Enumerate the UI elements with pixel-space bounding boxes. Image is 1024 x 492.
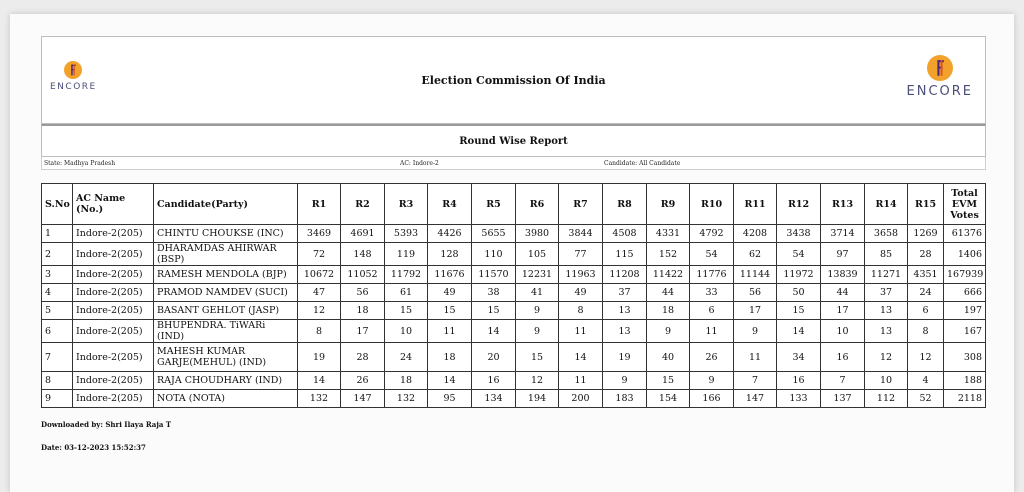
table-cell: 3980	[516, 225, 559, 243]
table-cell: 200	[559, 390, 603, 408]
table-cell: 34	[777, 343, 821, 372]
table-cell: 12	[908, 343, 944, 372]
table-cell: 1406	[944, 243, 986, 266]
table-cell: 56	[734, 284, 777, 302]
table-cell: 11792	[385, 266, 428, 284]
table-cell: 11676	[428, 266, 472, 284]
table-cell: CHINTU CHOUKSE (INC)	[154, 225, 298, 243]
table-cell: 13	[603, 320, 647, 343]
table-cell: 97	[821, 243, 865, 266]
report-title: Round Wise Report	[459, 136, 568, 147]
table-cell: 6	[690, 302, 734, 320]
table-cell: 28	[908, 243, 944, 266]
table-cell: 112	[865, 390, 908, 408]
table-cell: 16	[821, 343, 865, 372]
table-cell: 15	[428, 302, 472, 320]
table-row	[42, 302, 986, 320]
table-cell: 13	[865, 302, 908, 320]
table-cell: 119	[385, 243, 428, 266]
table-cell: 44	[821, 284, 865, 302]
column-header: R3	[385, 184, 428, 225]
table-cell: 9	[516, 302, 559, 320]
table-cell: 18	[428, 343, 472, 372]
table-cell: 4691	[341, 225, 385, 243]
table-cell: 134	[472, 390, 516, 408]
table-cell: 11	[690, 320, 734, 343]
report-filters	[41, 157, 986, 170]
column-header: R12	[777, 184, 821, 225]
table-cell: 8	[42, 372, 73, 390]
table-row	[42, 372, 986, 390]
column-header: R13	[821, 184, 865, 225]
table-cell: 26	[690, 343, 734, 372]
table-cell: 52	[908, 390, 944, 408]
table-cell: 12	[865, 343, 908, 372]
table-cell: 137	[821, 390, 865, 408]
table-cell: 110	[472, 243, 516, 266]
table-cell: 11	[734, 343, 777, 372]
table-cell: 9	[690, 372, 734, 390]
column-header: R14	[865, 184, 908, 225]
table-row	[42, 284, 986, 302]
table-cell: 2118	[944, 390, 986, 408]
table-cell: 9	[516, 320, 559, 343]
table-cell: 19	[603, 343, 647, 372]
table-cell: 167	[944, 320, 986, 343]
table-cell: 26	[341, 372, 385, 390]
table-cell: 12	[298, 302, 341, 320]
column-header: R9	[647, 184, 690, 225]
table-cell: 49	[559, 284, 603, 302]
table-cell: 11	[559, 372, 603, 390]
table-cell: 4331	[647, 225, 690, 243]
table-cell: 13839	[821, 266, 865, 284]
column-header: AC Name (No.)	[73, 184, 154, 225]
table-cell: 11052	[341, 266, 385, 284]
table-cell: 17	[734, 302, 777, 320]
table-cell: Indore-2(205)	[73, 320, 154, 343]
table-cell: RAJA CHOUDHARY (IND)	[154, 372, 298, 390]
table-cell: 18	[385, 372, 428, 390]
table-cell: 12231	[516, 266, 559, 284]
table-cell: 147	[734, 390, 777, 408]
table-cell: 11208	[603, 266, 647, 284]
table-cell: 15	[647, 372, 690, 390]
state-filter: State: Madhya Pradesh	[44, 160, 116, 167]
column-header: R1	[298, 184, 341, 225]
encore-logo-text: ENCORE	[906, 84, 973, 99]
table-cell: 56	[341, 284, 385, 302]
table-cell: 17	[821, 302, 865, 320]
candidate-filter: Candidate: All Candidate	[604, 160, 681, 167]
table-row	[42, 343, 986, 372]
table-cell: 12	[516, 372, 559, 390]
table-cell: Indore-2(205)	[73, 266, 154, 284]
table-cell: 11570	[472, 266, 516, 284]
table-cell: 666	[944, 284, 986, 302]
table-cell: 13	[865, 320, 908, 343]
table-cell: 5655	[472, 225, 516, 243]
table-cell: 11972	[777, 266, 821, 284]
table-cell: 41	[516, 284, 559, 302]
table-cell: 1	[42, 225, 73, 243]
table-cell: 11	[559, 320, 603, 343]
table-cell: 49	[428, 284, 472, 302]
table-cell: 11776	[690, 266, 734, 284]
table-cell: 11422	[647, 266, 690, 284]
download-date: Date: 03-12-2023 15:52:37	[41, 443, 146, 452]
table-cell: 2	[42, 243, 73, 266]
table-cell: 6	[42, 320, 73, 343]
table-cell: BHUPENDRA. TiWARi (IND)	[154, 320, 298, 343]
table-cell: 128	[428, 243, 472, 266]
table-cell: 4	[42, 284, 73, 302]
table-cell: 194	[516, 390, 559, 408]
table-cell: 132	[298, 390, 341, 408]
column-header: R2	[341, 184, 385, 225]
table-cell: 11963	[559, 266, 603, 284]
table-cell: 8	[559, 302, 603, 320]
report-header	[41, 36, 986, 124]
encore-logo-text: ENCORE	[50, 82, 97, 92]
ac-filter: AC: Indore-2	[400, 160, 439, 167]
table-cell: Indore-2(205)	[73, 302, 154, 320]
table-cell: 54	[777, 243, 821, 266]
column-header: Total EVM Votes	[944, 184, 986, 225]
table-cell: 14	[559, 343, 603, 372]
table-row	[42, 320, 986, 343]
table-cell: 19	[298, 343, 341, 372]
table-cell: 10	[865, 372, 908, 390]
table-cell: 8	[908, 320, 944, 343]
table-cell: 10672	[298, 266, 341, 284]
table-cell: 105	[516, 243, 559, 266]
table-cell: 14	[428, 372, 472, 390]
table-cell: 8	[298, 320, 341, 343]
table-cell: 133	[777, 390, 821, 408]
table-cell: 47	[298, 284, 341, 302]
table-cell: 16	[777, 372, 821, 390]
table-cell: 11144	[734, 266, 777, 284]
table-cell: 14	[777, 320, 821, 343]
table-cell: 5393	[385, 225, 428, 243]
column-header: R7	[559, 184, 603, 225]
table-cell: 9	[603, 372, 647, 390]
table-cell: 7	[821, 372, 865, 390]
column-header: R10	[690, 184, 734, 225]
table-cell: 115	[603, 243, 647, 266]
table-cell: 197	[944, 302, 986, 320]
table-cell: 147	[341, 390, 385, 408]
downloaded-by: Downloaded by: Shri Ilaya Raja T	[41, 420, 172, 429]
table-cell: RAMESH MENDOLA (BJP)	[154, 266, 298, 284]
table-cell: 4	[908, 372, 944, 390]
table-cell: 24	[908, 284, 944, 302]
column-header: S.No	[42, 184, 73, 225]
table-cell: Indore-2(205)	[73, 225, 154, 243]
table-cell: 152	[647, 243, 690, 266]
table-cell: 13	[603, 302, 647, 320]
table-cell: 10	[821, 320, 865, 343]
table-cell: 95	[428, 390, 472, 408]
table-cell: 3658	[865, 225, 908, 243]
table-cell: Indore-2(205)	[73, 390, 154, 408]
table-cell: 183	[603, 390, 647, 408]
round-wise-table	[41, 183, 986, 408]
table-cell: Indore-2(205)	[73, 372, 154, 390]
table-row	[42, 266, 986, 284]
table-cell: 61376	[944, 225, 986, 243]
table-cell: 4426	[428, 225, 472, 243]
table-cell: 154	[647, 390, 690, 408]
table-cell: 16	[472, 372, 516, 390]
table-cell: 15	[472, 302, 516, 320]
table-cell: 4508	[603, 225, 647, 243]
table-cell: 20	[472, 343, 516, 372]
table-cell: 44	[647, 284, 690, 302]
table-cell: MAHESH KUMAR GARJE(MEHUL) (IND)	[154, 343, 298, 372]
table-cell: 37	[865, 284, 908, 302]
report-title-bar	[41, 124, 986, 157]
table-cell: 14	[472, 320, 516, 343]
table-cell: 18	[647, 302, 690, 320]
table-cell: Indore-2(205)	[73, 343, 154, 372]
table-cell: NOTA (NOTA)	[154, 390, 298, 408]
table-cell: Indore-2(205)	[73, 284, 154, 302]
table-cell: 3	[42, 266, 73, 284]
column-header: R5	[472, 184, 516, 225]
table-cell: 9	[42, 390, 73, 408]
table-header-row	[42, 184, 986, 225]
column-header: R4	[428, 184, 472, 225]
table-cell: 166	[690, 390, 734, 408]
table-cell: 148	[341, 243, 385, 266]
report-page	[10, 14, 1014, 492]
table-cell: 54	[690, 243, 734, 266]
table-cell: BASANT GEHLOT (JASP)	[154, 302, 298, 320]
table-cell: 14	[298, 372, 341, 390]
table-cell: Indore-2(205)	[73, 243, 154, 266]
table-cell: 33	[690, 284, 734, 302]
table-cell: 4351	[908, 266, 944, 284]
table-cell: 132	[385, 390, 428, 408]
table-cell: 7	[42, 343, 73, 372]
table-cell: 62	[734, 243, 777, 266]
encore-logo-icon	[927, 55, 953, 81]
table-cell: 24	[385, 343, 428, 372]
table-cell: 11271	[865, 266, 908, 284]
column-header: R8	[603, 184, 647, 225]
table-cell: 1269	[908, 225, 944, 243]
table-cell: 15	[516, 343, 559, 372]
column-header: R11	[734, 184, 777, 225]
table-row	[42, 390, 986, 408]
column-header: Candidate(Party)	[154, 184, 298, 225]
table-cell: 40	[647, 343, 690, 372]
table-cell: 17	[341, 320, 385, 343]
encore-logo-right	[907, 55, 974, 99]
org-title: Election Commission Of India	[421, 74, 606, 87]
table-row	[42, 243, 986, 266]
table-cell: 3469	[298, 225, 341, 243]
table-cell: 188	[944, 372, 986, 390]
table-cell: 61	[385, 284, 428, 302]
table-cell: 4792	[690, 225, 734, 243]
table-cell: 9	[734, 320, 777, 343]
table-cell: DHARAMDAS AHIRWAR (BSP)	[154, 243, 298, 266]
table-cell: 3438	[777, 225, 821, 243]
table-cell: 6	[908, 302, 944, 320]
table-cell: PRAMOD NAMDEV (SUCI)	[154, 284, 298, 302]
table-cell: 308	[944, 343, 986, 372]
table-cell: 11	[428, 320, 472, 343]
table-cell: 3714	[821, 225, 865, 243]
table-cell: 167939	[944, 266, 986, 284]
table-cell: 18	[341, 302, 385, 320]
table-cell: 15	[777, 302, 821, 320]
column-header: R15	[908, 184, 944, 225]
table-cell: 37	[603, 284, 647, 302]
table-cell: 38	[472, 284, 516, 302]
table-cell: 77	[559, 243, 603, 266]
table-cell: 72	[298, 243, 341, 266]
column-header: R6	[516, 184, 559, 225]
table-cell: 9	[647, 320, 690, 343]
table-cell: 28	[341, 343, 385, 372]
table-cell: 10	[385, 320, 428, 343]
table-cell: 4208	[734, 225, 777, 243]
table-cell: 7	[734, 372, 777, 390]
table-cell: 5	[42, 302, 73, 320]
table-cell: 3844	[559, 225, 603, 243]
table-cell: 15	[385, 302, 428, 320]
table-cell: 50	[777, 284, 821, 302]
table-row	[42, 225, 986, 243]
table-cell: 85	[865, 243, 908, 266]
